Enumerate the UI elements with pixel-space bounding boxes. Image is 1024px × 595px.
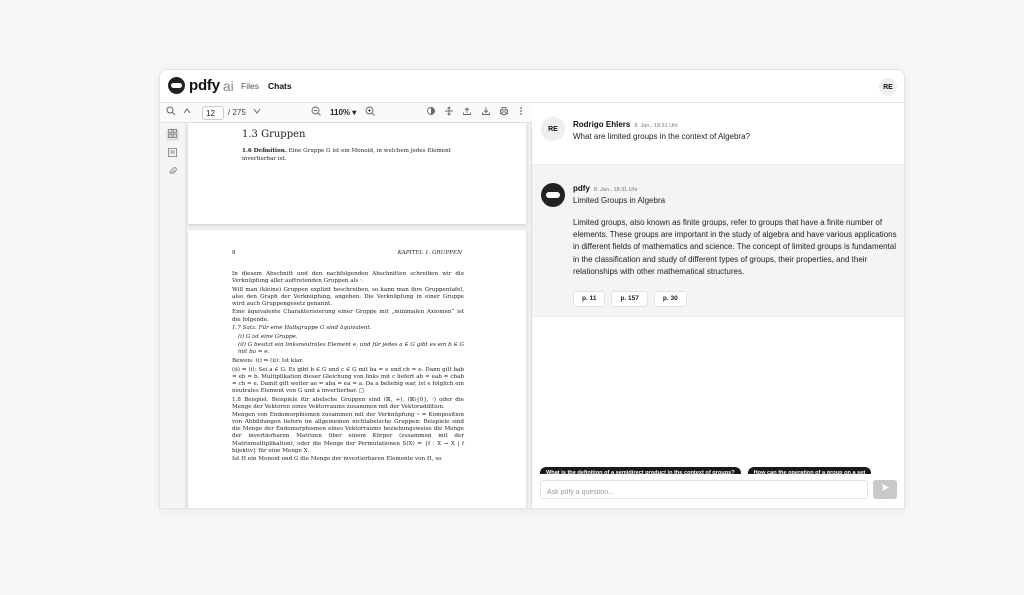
paragraph: (i) G ist eine Gruppe. bbox=[238, 333, 298, 340]
logo-suffix: ai bbox=[222, 77, 234, 94]
zoom-select[interactable]: 110% ▾ bbox=[330, 108, 357, 117]
paragraph: (ii) G besitzt ein linksneutrales Element e, und für jedes a ∈ G gibt es ein b ∈ G mit ba = e. bbox=[238, 342, 464, 356]
suggested-question-chip[interactable]: How can the operation of a group on a set bbox=[748, 467, 872, 474]
avatar: RE bbox=[541, 117, 565, 141]
user-message bbox=[532, 103, 905, 163]
section-title: 1.3 Gruppen bbox=[242, 129, 306, 140]
running-head: KAPITEL 1. GRUPPEN bbox=[397, 250, 462, 256]
send-icon bbox=[881, 483, 890, 492]
paragraph: In diesem Abschnitt und den nachfolgenden Abschnitten schreiben wir die Verknüpfung aller auftretenden Gruppen als ·. bbox=[232, 271, 464, 285]
app-window bbox=[159, 69, 905, 509]
message-time: 8. Jan., 18:31 Uhr bbox=[634, 123, 679, 129]
bot-message bbox=[532, 164, 905, 317]
page-body-text bbox=[232, 271, 464, 465]
zoom-in-icon[interactable] bbox=[365, 106, 375, 120]
answer-title: Limited Groups in Algebra bbox=[573, 196, 666, 205]
paragraph: Will man (kleine) Gruppen explizit beschreiben, so kann man ihre Gruppentafel, also den Graph der Verknüpfung, angeben. Die Verknüpfung in einer Gruppe wird auch Gruppengesetz genannt. bbox=[232, 286, 464, 307]
theme-toggle-icon[interactable] bbox=[426, 106, 436, 120]
top-bar bbox=[160, 70, 905, 103]
attachment-icon[interactable] bbox=[166, 167, 179, 179]
page-fade bbox=[188, 500, 526, 509]
definition-text bbox=[242, 148, 482, 163]
nav-chats[interactable]: Chats bbox=[268, 81, 292, 91]
suggested-question-chip[interactable]: What is the definition of a semidirect product in the context of groups? bbox=[540, 467, 741, 474]
definition-label: 1.6 Definition. bbox=[242, 148, 287, 154]
message-sender bbox=[573, 184, 638, 193]
search-icon[interactable] bbox=[166, 106, 176, 120]
pan-tool-icon[interactable] bbox=[444, 106, 454, 120]
logo-text: pdfy bbox=[189, 77, 220, 94]
page-ref-button[interactable]: p. 157 bbox=[611, 291, 647, 307]
more-options-icon[interactable] bbox=[518, 106, 524, 120]
page-total: / 275 bbox=[228, 108, 246, 117]
download-icon[interactable] bbox=[481, 106, 491, 120]
user-avatar[interactable]: RE bbox=[879, 78, 897, 96]
chat-panel bbox=[532, 103, 905, 509]
message-text: What are limited groups in the context of Algebra? bbox=[573, 132, 750, 141]
pdf-sidebar-tools bbox=[160, 123, 186, 509]
page-down-icon[interactable] bbox=[252, 106, 262, 120]
question-input[interactable] bbox=[541, 484, 867, 501]
page-ref-button[interactable]: p. 30 bbox=[654, 291, 687, 307]
send-button[interactable] bbox=[873, 480, 897, 499]
outline-icon[interactable] bbox=[166, 148, 179, 160]
answer-text: Limited groups, also known as finite groups, refer to groups that have a finite number of elements. These groups are important in the study of algebra and have various applications in different fields of mathematics and science. The concept of limited groups is fundamental in the classification and study of different types of groups, their properties, and their relationships with other mathematical structures. bbox=[573, 218, 897, 276]
pdf-page bbox=[188, 123, 526, 224]
paragraph: Mengen von Endomorphismen zusammen mit der Verknüpfung ∘ = Komposition von Abbildungen liefern im allgemeinen nichtabelsche Gruppen: Beispiele sind die Menge der Endomorphismen eines Vektorraums beziehungsweise die Menge der invertierbaren Matrizen über einem Körper (zusammen mit der Matrixmultiplikation), oder die Menge der Permutationen S(X) = {f : X → X | f bijektiv} für eine Menge X. bbox=[232, 412, 464, 454]
suggested-questions bbox=[540, 461, 898, 474]
logo[interactable] bbox=[168, 77, 234, 94]
sender-name: pdfy bbox=[573, 184, 590, 193]
paragraph: 1.8 Beispiel. Beispiele für abelsche Gruppen sind (ℝ, +), (ℝ\{0}, ·) oder die Menge der Vektoren eines Vektorraums zusammen mit der Vektoraddition. bbox=[232, 396, 464, 410]
page-number: 8 bbox=[232, 250, 236, 256]
page-number-input[interactable] bbox=[202, 106, 224, 120]
upload-icon[interactable] bbox=[462, 106, 472, 120]
nav-files[interactable]: Files bbox=[241, 81, 259, 91]
definition-body: Eine Gruppe G ist ein Monoid, in welchem jedes Element invertierbar ist. bbox=[242, 148, 451, 162]
message-sender bbox=[573, 120, 678, 129]
paragraph: Eine äquivalente Charakterisierung einer Gruppe mit „minimalen Axiomen“ ist die folgende. bbox=[232, 309, 464, 323]
page-ref-button[interactable]: p. 11 bbox=[573, 291, 605, 307]
zoom-out-icon[interactable] bbox=[311, 106, 321, 120]
paragraph: Ist H ein Monoid und G die Menge der invertierbaren Elemente von H, so bbox=[232, 456, 442, 463]
page-references bbox=[573, 291, 687, 307]
sender-name: Rodrigo Ehlers bbox=[573, 120, 631, 129]
page-up-icon[interactable] bbox=[182, 106, 192, 120]
pdfy-avatar-icon bbox=[541, 183, 565, 207]
pdf-toolbar bbox=[160, 103, 532, 123]
pdfy-logo-icon bbox=[168, 77, 185, 94]
print-icon[interactable] bbox=[499, 106, 509, 120]
thumbnails-icon[interactable] bbox=[166, 129, 179, 141]
pdf-viewer bbox=[160, 103, 532, 509]
paragraph: 1.7 Satz. Für eine Halbgruppe G sind äquivalent. bbox=[232, 325, 372, 332]
question-input-box bbox=[540, 480, 868, 499]
pdf-page bbox=[188, 230, 526, 509]
paragraph: (ii) ⇒ (i): Sei a ∈ G. Es gibt b ∈ G und c ∈ G mit ba = e und cb = e. Dann gilt bab = eb = b. Multiplikation dieser Gleichung von links mit c liefert ab = eab = cbab = cb = e. Damit gilt weiter ae = aba = ea = a. Da a beliebig war, ist e folglich ein neutrales Element von G und a invertierbar. □ bbox=[232, 366, 464, 394]
message-time: 8. Jan., 18:31 Uhr bbox=[593, 187, 638, 193]
paragraph: Beweis. (i) ⇒ (ii): Ist klar. bbox=[232, 358, 304, 365]
